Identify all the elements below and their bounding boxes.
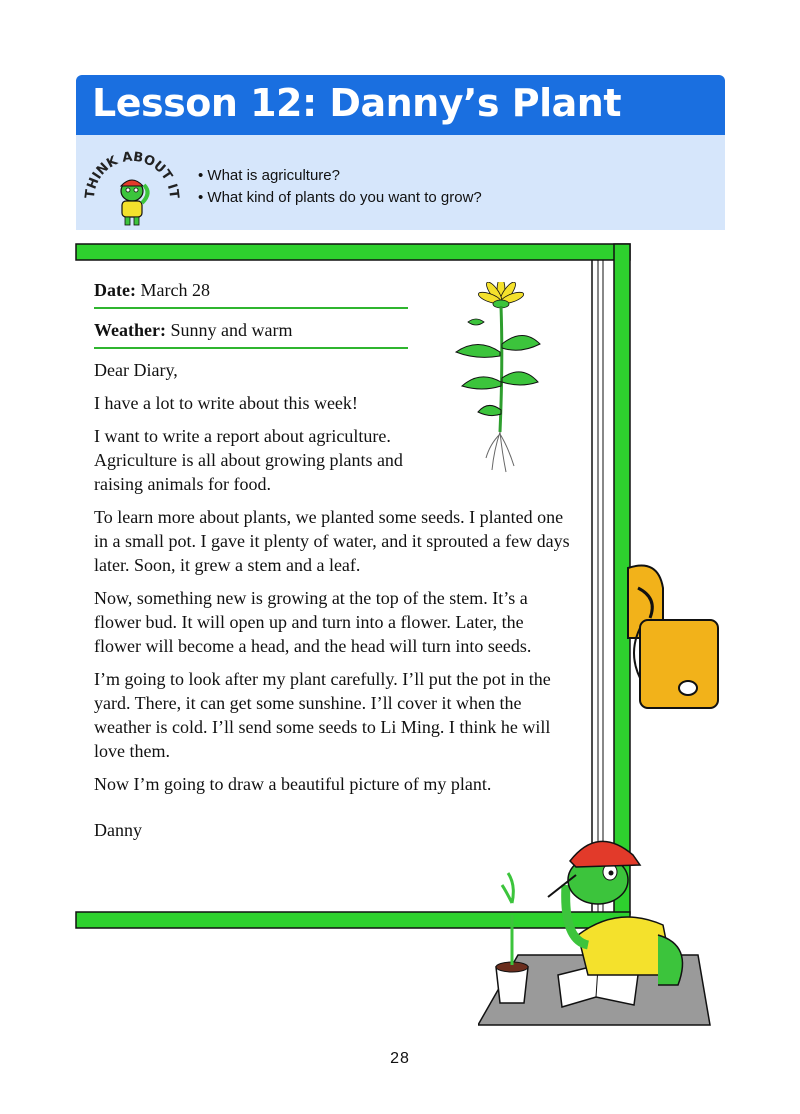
question-2: • What kind of plants do you want to grow? xyxy=(198,187,482,209)
diary-paragraph-1: I have a lot to write about this week! xyxy=(94,393,358,413)
date-row xyxy=(94,278,408,309)
badge-text: THINK ABOUT IT xyxy=(82,149,182,200)
weather-row xyxy=(94,318,408,349)
diary-paragraph-4: Now, something new is growing at the top of the stem. It’s a flower bud. It will open up and turn into a flower. Later, the flower will become a head, and the head will turn into seeds. xyxy=(94,588,532,656)
weather-value: Sunny and warm xyxy=(170,320,293,340)
date-value: March 28 xyxy=(140,280,210,300)
diary-paragraph-6: Now I’m going to draw a beautiful picture of my plant. xyxy=(94,774,492,794)
diary-greeting: Dear Diary, xyxy=(94,360,178,380)
diary-paragraph-2: I want to write a report about agriculture. Agriculture is all about growing plants and raising animals for food. xyxy=(94,426,403,494)
page-number: 28 xyxy=(390,1050,410,1067)
diary-paragraph-5: I’m going to look after my plant carefully. I’ll put the pot in the yard. There, it can get some sunshine. I’ll cover it when the weather is cold. I’ll send some seeds to Li Ming. I think he will love them. xyxy=(94,669,551,761)
lesson-title: Lesson 12: Danny’s Plant xyxy=(92,81,621,125)
date-label: Date: xyxy=(94,280,136,300)
danny-drawing-illustration xyxy=(478,825,718,1030)
diary-paragraph-3: To learn more about plants, we planted some seeds. I planted one in a small pot. I gave it plenty of water, and it sprouted a few days later. Soon, it grew a stem and a leaf. xyxy=(94,507,570,575)
question-1: • What is agriculture? xyxy=(198,165,482,187)
diary-entry xyxy=(94,278,594,851)
diary-signature: Danny xyxy=(94,820,142,840)
yellow-clip-icon xyxy=(618,558,728,718)
weather-label: Weather: xyxy=(94,320,166,340)
